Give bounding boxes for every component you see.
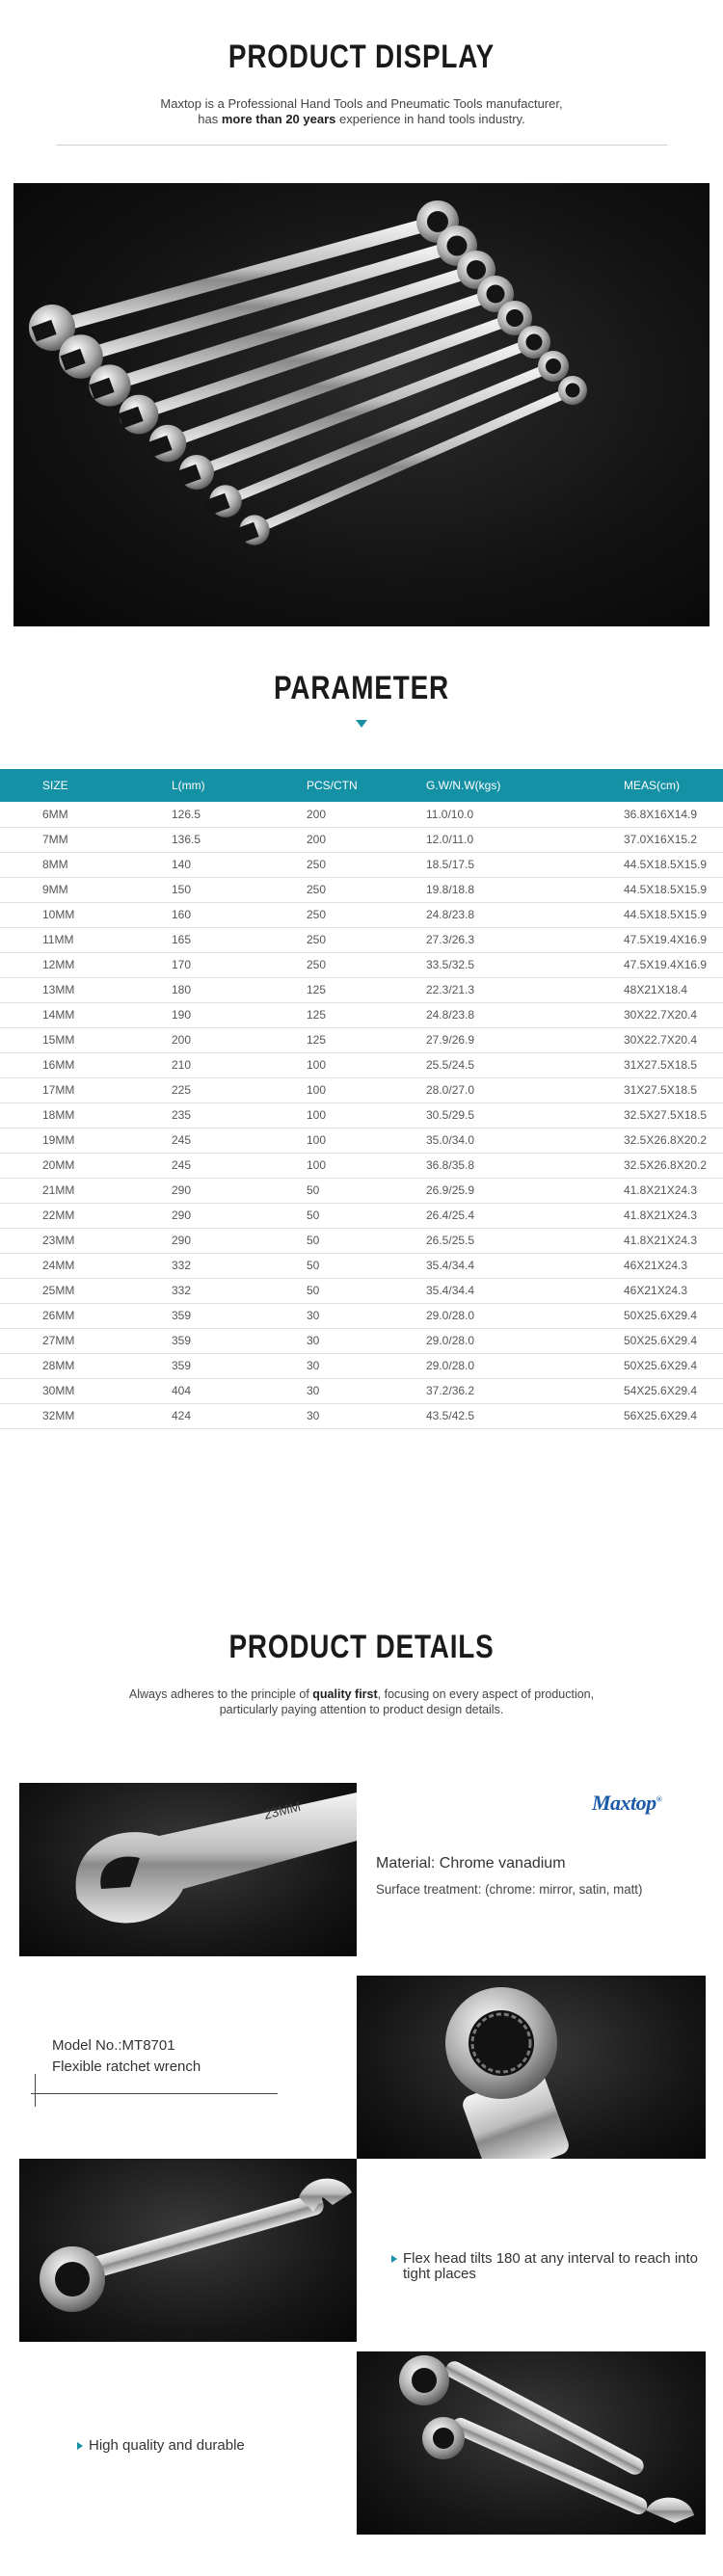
table-cell: 125 — [307, 977, 426, 1002]
table-cell: 18MM — [0, 1102, 172, 1128]
table-cell: 160 — [172, 902, 307, 927]
parameter-table — [0, 769, 723, 1429]
table-cell: 20MM — [0, 1153, 172, 1178]
table-cell: 19MM — [0, 1128, 172, 1153]
table-cell: 44.5X18.5X15.9 — [624, 877, 723, 902]
product-display-photo — [13, 183, 710, 626]
table-cell: 50 — [307, 1228, 426, 1253]
table-cell: 31X27.5X18.5 — [624, 1052, 723, 1077]
column-header: PCS/CTN — [307, 769, 426, 802]
table-cell: 245 — [172, 1128, 307, 1153]
table-cell: 29.0/28.0 — [426, 1328, 624, 1353]
table-cell: 47.5X19.4X16.9 — [624, 927, 723, 952]
display-intro-line2: has more than 20 years experience in hand tools industry. — [198, 112, 525, 126]
table-row — [0, 1378, 723, 1403]
table-cell: 250 — [307, 852, 426, 877]
wrench-size-stamp: 23MM — [261, 1797, 303, 1822]
ratchet-head-photo — [357, 1976, 706, 2159]
model-number: Model No.:MT8701 — [52, 2037, 175, 2054]
table-cell: 200 — [307, 827, 426, 852]
table-cell: 26.4/25.4 — [426, 1203, 624, 1228]
table-row — [0, 1303, 723, 1328]
table-row — [0, 1253, 723, 1278]
decorative-line — [35, 2074, 36, 2107]
table-cell: 35.4/34.4 — [426, 1253, 624, 1278]
product-details-title: PRODUCT DETAILS — [228, 1629, 495, 1665]
table-row — [0, 1128, 723, 1153]
table-cell: 290 — [172, 1203, 307, 1228]
table-cell: 359 — [172, 1328, 307, 1353]
table-cell: 30.5/29.5 — [426, 1102, 624, 1128]
two-wrenches-photo — [357, 2351, 706, 2535]
table-cell: 23MM — [0, 1228, 172, 1253]
table-cell: 165 — [172, 927, 307, 952]
table-cell: 200 — [307, 802, 426, 827]
bullet-triangle-icon — [391, 2255, 397, 2263]
table-cell: 50 — [307, 1278, 426, 1303]
table-row — [0, 1228, 723, 1253]
table-header-row — [0, 769, 723, 802]
table-row — [0, 1328, 723, 1353]
table-cell: 50X25.6X29.4 — [624, 1353, 723, 1378]
wrench-set-image — [13, 183, 710, 626]
table-cell: 30 — [307, 1303, 426, 1328]
table-cell: 19.8/18.8 — [426, 877, 624, 902]
details-intro-line2: particularly paying attention to product design details. — [219, 1703, 504, 1716]
table-cell: 26MM — [0, 1303, 172, 1328]
table-cell: 54X25.6X29.4 — [624, 1378, 723, 1403]
table-cell: 359 — [172, 1353, 307, 1378]
model-name: Flexible ratchet wrench — [52, 2058, 201, 2075]
table-cell: 21MM — [0, 1178, 172, 1203]
table-cell: 48X21X18.4 — [624, 977, 723, 1002]
table-cell: 13MM — [0, 977, 172, 1002]
table-cell: 22MM — [0, 1203, 172, 1228]
table-cell: 31X27.5X18.5 — [624, 1077, 723, 1102]
column-header: SIZE — [0, 769, 172, 802]
table-cell: 37.0X16X15.2 — [624, 827, 723, 852]
feature-quality — [89, 2438, 320, 2454]
table-cell: 10MM — [0, 902, 172, 927]
table-cell: 46X21X24.3 — [624, 1253, 723, 1278]
table-cell: 24MM — [0, 1253, 172, 1278]
table-cell: 100 — [307, 1128, 426, 1153]
table-cell: 332 — [172, 1278, 307, 1303]
table-cell: 11.0/10.0 — [426, 802, 624, 827]
table-cell: 25MM — [0, 1278, 172, 1303]
parameter-title: PARAMETER — [274, 670, 449, 706]
table-cell: 32.5X26.8X20.2 — [624, 1128, 723, 1153]
table-cell: 424 — [172, 1403, 307, 1428]
table-row — [0, 902, 723, 927]
bullet-triangle-icon — [77, 2442, 83, 2450]
table-cell: 210 — [172, 1052, 307, 1077]
feature-flex-head — [403, 2251, 702, 2282]
table-cell: 41.8X21X24.3 — [624, 1178, 723, 1203]
table-cell: 8MM — [0, 852, 172, 877]
table-cell: 12MM — [0, 952, 172, 977]
table-cell: 36.8/35.8 — [426, 1153, 624, 1178]
table-cell: 245 — [172, 1153, 307, 1178]
material-text: Material: Chrome vanadium — [376, 1855, 566, 1872]
table-cell: 17MM — [0, 1077, 172, 1102]
table-cell: 26.5/25.5 — [426, 1228, 624, 1253]
section-divider — [56, 145, 667, 146]
table-cell: 37.2/36.2 — [426, 1378, 624, 1403]
table-cell: 100 — [307, 1052, 426, 1077]
table-cell: 6MM — [0, 802, 172, 827]
table-row — [0, 1027, 723, 1052]
table-cell: 32MM — [0, 1403, 172, 1428]
table-cell: 30MM — [0, 1378, 172, 1403]
table-cell: 100 — [307, 1077, 426, 1102]
table-cell: 18.5/17.5 — [426, 852, 624, 877]
table-cell: 11MM — [0, 927, 172, 952]
display-intro — [0, 96, 723, 127]
open-end-closeup-photo — [19, 1783, 357, 1956]
table-cell: 41.8X21X24.3 — [624, 1228, 723, 1253]
table-cell: 25.5/24.5 — [426, 1052, 624, 1077]
table-cell: 250 — [307, 952, 426, 977]
table-cell: 30 — [307, 1353, 426, 1378]
table-cell: 32.5X27.5X18.5 — [624, 1102, 723, 1128]
table-cell: 14MM — [0, 1002, 172, 1027]
table-row — [0, 1077, 723, 1102]
table-row — [0, 802, 723, 827]
table-cell: 30 — [307, 1328, 426, 1353]
table-cell: 332 — [172, 1253, 307, 1278]
table-cell: 46X21X24.3 — [624, 1278, 723, 1303]
table-row — [0, 1178, 723, 1203]
table-cell: 24.8/23.8 — [426, 1002, 624, 1027]
table-cell: 125 — [307, 1027, 426, 1052]
feature-text: High quality and durable — [89, 2437, 245, 2454]
table-row — [0, 1203, 723, 1228]
flex-head-wrench-photo — [19, 2159, 357, 2342]
table-cell: 30 — [307, 1403, 426, 1428]
table-row — [0, 1403, 723, 1428]
table-cell: 36.8X16X14.9 — [624, 802, 723, 827]
model-info — [52, 2035, 303, 2078]
table-cell: 28MM — [0, 1353, 172, 1378]
table-cell: 27.9/26.9 — [426, 1027, 624, 1052]
details-intro — [0, 1686, 723, 1717]
table-cell: 56X25.6X29.4 — [624, 1403, 723, 1428]
table-cell: 35.0/34.0 — [426, 1128, 624, 1153]
table-row — [0, 877, 723, 902]
down-arrow-icon — [356, 720, 367, 728]
table-cell: 32.5X26.8X20.2 — [624, 1153, 723, 1178]
table-row — [0, 1278, 723, 1303]
table-cell: 29.0/28.0 — [426, 1353, 624, 1378]
table-cell: 50X25.6X29.4 — [624, 1328, 723, 1353]
display-intro-line1: Maxtop is a Professional Hand Tools and Pneumatic Tools manufacturer, — [160, 96, 563, 111]
table-cell: 290 — [172, 1178, 307, 1203]
feature-text: Flex head tilts 180 at any interval to reach into tight places — [403, 2250, 699, 2282]
table-cell: 225 — [172, 1077, 307, 1102]
table-cell: 30X22.7X20.4 — [624, 1002, 723, 1027]
table-row — [0, 827, 723, 852]
table-cell: 41.8X21X24.3 — [624, 1203, 723, 1228]
column-header: MEAS(cm) — [624, 769, 723, 802]
table-cell: 50 — [307, 1178, 426, 1203]
details-intro-line1: Always adheres to the principle of quality first, focusing on every aspect of production, — [128, 1687, 595, 1701]
column-header: L(mm) — [172, 769, 307, 802]
table-cell: 190 — [172, 1002, 307, 1027]
table-cell: 27MM — [0, 1328, 172, 1353]
table-cell: 250 — [307, 902, 426, 927]
table-row — [0, 1102, 723, 1128]
table-cell: 50 — [307, 1203, 426, 1228]
surface-treatment-text: Surface treatment: (chrome: mirror, satin, matt) — [376, 1881, 643, 1897]
table-cell: 100 — [307, 1153, 426, 1178]
table-cell: 24.8/23.8 — [426, 902, 624, 927]
table-cell: 35.4/34.4 — [426, 1278, 624, 1303]
table-cell: 136.5 — [172, 827, 307, 852]
table-cell: 250 — [307, 927, 426, 952]
table-row — [0, 852, 723, 877]
table-cell: 200 — [172, 1027, 307, 1052]
table-cell: 359 — [172, 1303, 307, 1328]
table-cell: 30X22.7X20.4 — [624, 1027, 723, 1052]
table-row — [0, 1353, 723, 1378]
table-cell: 33.5/32.5 — [426, 952, 624, 977]
table-cell: 50X25.6X29.4 — [624, 1303, 723, 1328]
table-cell: 47.5X19.4X16.9 — [624, 952, 723, 977]
maxtop-logo: Maxtop® — [592, 1791, 662, 1815]
table-row — [0, 1052, 723, 1077]
table-row — [0, 1153, 723, 1178]
table-cell: 7MM — [0, 827, 172, 852]
table-cell: 26.9/25.9 — [426, 1178, 624, 1203]
table-cell: 50 — [307, 1253, 426, 1278]
column-header: G.W/N.W(kgs) — [426, 769, 624, 802]
table-cell: 16MM — [0, 1052, 172, 1077]
decorative-line — [31, 2093, 278, 2094]
table-cell: 44.5X18.5X15.9 — [624, 852, 723, 877]
table-cell: 29.0/28.0 — [426, 1303, 624, 1328]
table-cell: 290 — [172, 1228, 307, 1253]
table-cell: 125 — [307, 1002, 426, 1027]
table-cell: 180 — [172, 977, 307, 1002]
table-cell: 140 — [172, 852, 307, 877]
table-cell: 44.5X18.5X15.9 — [624, 902, 723, 927]
table-cell: 27.3/26.3 — [426, 927, 624, 952]
table-cell: 404 — [172, 1378, 307, 1403]
table-cell: 15MM — [0, 1027, 172, 1052]
table-row — [0, 977, 723, 1002]
table-row — [0, 952, 723, 977]
table-cell: 43.5/42.5 — [426, 1403, 624, 1428]
table-cell: 12.0/11.0 — [426, 827, 624, 852]
table-cell: 9MM — [0, 877, 172, 902]
table-cell: 28.0/27.0 — [426, 1077, 624, 1102]
table-row — [0, 1002, 723, 1027]
table-row — [0, 927, 723, 952]
table-cell: 170 — [172, 952, 307, 977]
table-cell: 235 — [172, 1102, 307, 1128]
table-cell: 150 — [172, 877, 307, 902]
product-display-title: PRODUCT DISPLAY — [228, 39, 495, 75]
table-cell: 22.3/21.3 — [426, 977, 624, 1002]
table-cell: 100 — [307, 1102, 426, 1128]
table-cell: 250 — [307, 877, 426, 902]
table-cell: 126.5 — [172, 802, 307, 827]
table-cell: 30 — [307, 1378, 426, 1403]
